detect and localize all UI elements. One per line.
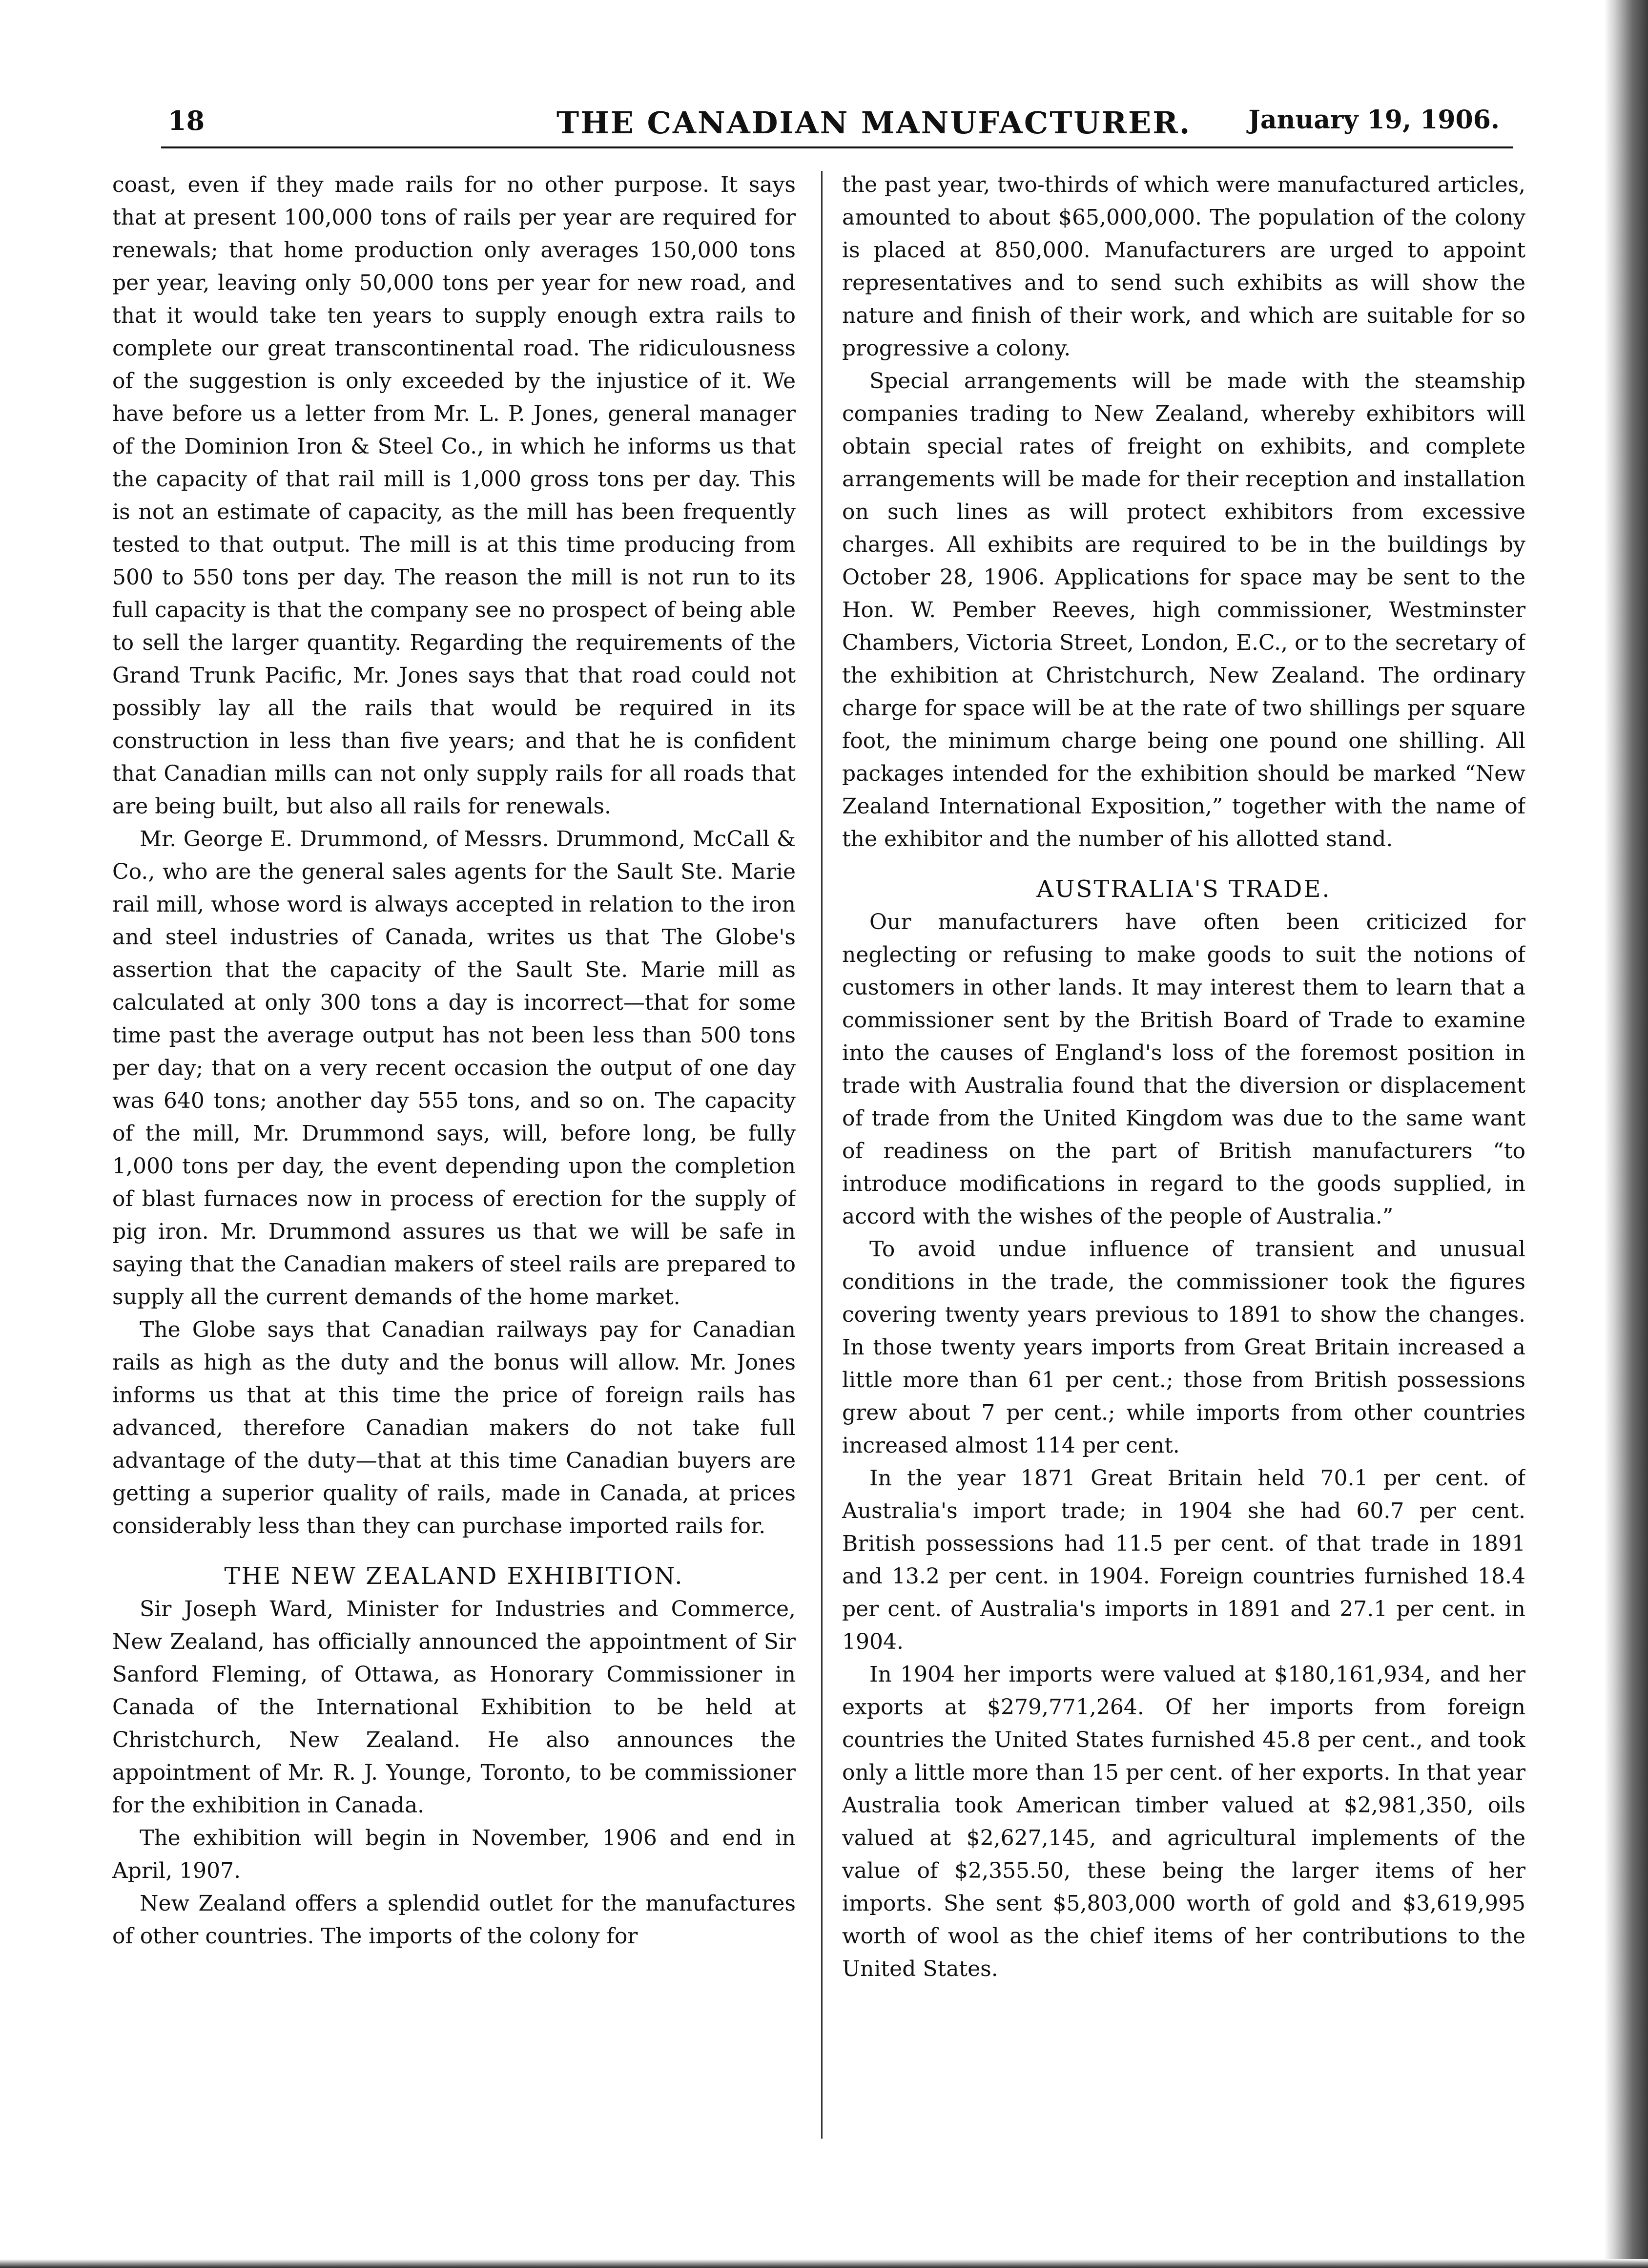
section-heading-new-zealand-exhibition: THE NEW ZEALAND EXHIBITION. [224, 1562, 684, 1590]
paragraph: New Zealand offers a splendid outlet for the manufactures of other countries. The imports of the colony for [112, 1891, 796, 1949]
paragraph: Our manufacturers have often been criticized for neglecting or refusing to make goods to suit the notions of customers in other lands. It may interest them to learn that a commissioner sent by the British Board of Trade to examine into the causes of England's loss of the foremost position in trade with Australia found that the diversion or displacement of trade from the United Kingdom was due to the same want of readiness on the part of British manufacturers “to introduce modifications in regard to the goods supplied, in accord with the wishes of the people of Australia.” [842, 910, 1525, 1229]
paragraph: To avoid undue influence of transient and unusual conditions in the trade, the commissioner took the figures covering twenty years previous to 1891 to show the changes. In those twenty years imports from Great Britain increased a little more than 61 per cent.; those from British possessions grew about 7 per cent.; while imports from other countries increased almost 114 per cent. [842, 1237, 1525, 1458]
right-column [842, 168, 1525, 2180]
paragraph: Mr. George E. Drummond, of Messrs. Drummond, McCall & Co., who are the general sales agents for the Sault Ste. Marie rail mill, whose word is always accepted in relation to the iron and steel industries of Canada, writes us that The Globe's assertion that the capacity of the Sault Ste. Marie mill as calculated at only 300 tons a day is incorrect—that for some time past the average output has not been less than 500 tons per day; that on a very recent occasion the output of one day was 640 tons; another day 555 tons, and so on. The capacity of the mill, Mr. Drummond says, will, before long, be fully 1,000 tons per day, the event depending upon the completion of blast furnaces now in process of erection for the supply of pig iron. Mr. Drummond assures us that we will be safe in saying that the Canadian makers of steel rails are prepared to supply all the current demands of the home market. [112, 827, 796, 1310]
paragraph: Sir Joseph Ward, Minister for Industries and Commerce, New Zealand, has officially announced the appointment of Sir Sanford Fleming, of Ottawa, as Honorary Commissioner in Canada of the International Exhibition to be held at Christchurch, New Zealand. He also announces the appointment of Mr. R. J. Younge, Toronto, to be commissioner for the exhibition in Canada. [112, 1597, 796, 1818]
left-column [112, 168, 796, 2180]
paragraph: In 1904 her imports were valued at $180,161,934, and her exports at $279,771,264. Of her imports from foreign countries the United States furnished 45.8 per cent., and took only a little more than 15 per cent. of her exports. In that year Australia took American timber valued at $2,981,350, oils valued at $2,627,145, and agricultural implements of the value of $2,355.50, these being the larger items of her imports. She sent $5,803,000 worth of gold and $3,619,995 worth of wool as the chief items of her contributions to the United States. [842, 1662, 1525, 1981]
section-heading-australias-trade: AUSTRALIA'S TRADE. [1036, 875, 1331, 903]
paragraph: Special arrangements will be made with the steamship companies trading to New Zealand, whereby exhibitors will obtain special rates of freight on exhibits, and complete arrangements will be made for their reception and installation on such lines as will protect exhibitors from excessive charges. All exhibits are required to be in the buildings by October 28, 1906. Applications for space may be sent to the Hon. W. Pember Reeves, high commissioner, Westminster Chambers, Victoria Street, London, E.C., or to the secretary of the exhibition at Christchurch, New Zealand. The ordinary charge for space will be at the rate of two shillings per square foot, the minimum charge being one pound one shilling. All packages intended for the exhibition should be marked “New Zealand International Exposition,” together with the name of the exhibitor and the number of his allotted stand. [842, 369, 1525, 852]
page-header [161, 100, 1513, 148]
paragraph: coast, even if they made rails for no other purpose. It says that at present 100,000 tons of rails per year are required for renewals; that home production only averages 150,000 tons per year, leaving only 50,000 tons per year for new road, and that it would take ten years to supply enough extra rails to complete our great transcontinental road. The ridiculousness of the suggestion is only exceeded by the injustice of it. We have before us a letter from Mr. L. P. Jones, general manager of the Dominion Iron & Steel Co., in which he informs us that the capacity of that rail mill is 1,000 gross tons per day. This is not an estimate of capacity, as the mill has been frequently tested to that output. The mill is at this time producing from 500 to 550 tons per day. The reason the mill is not run to its full capacity is that the company see no prospect of being able to sell the larger quantity. Regarding the requirements of the Grand Trunk Pacific, Mr. Jones says that that road could not possibly lay all the rails that would be required in its construction in less than five years; and that he is confident that Canadian mills can not only supply rails for all roads that are being built, but also all rails for renewals. [112, 172, 796, 819]
paragraph: The Globe says that Canadian railways pay for Canadian rails as high as the duty and the bonus will allow. Mr. Jones informs us that at this time the price of foreign rails has advanced, therefore Canadian makers do not take full advantage of the duty—that at this time Canadian buyers are getting a superior quality of rails, made in Canada, at prices considerably less than they can purchase imported rails for. [112, 1317, 796, 1539]
paragraph: In the year 1871 Great Britain held 70.1 per cent. of Australia's import trade; in 1904 she had 60.7 per cent. British possessions had 11.5 per cent. of that trade in 1891 and 13.2 per cent. in 1904. Foreign countries furnished 18.4 per cent. of Australia's imports in 1891 and 27.1 per cent. in 1904. [842, 1466, 1525, 1654]
issue-date: January 19, 1906. [1248, 105, 1500, 135]
publication-title: THE CANADIAN MANUFACTURER. [556, 105, 1192, 141]
paragraph: the past year, two-thirds of which were manufactured articles, amounted to about $65,000,000. The population of the colony is placed at 850,000. Manufacturers are urged to appoint representatives and to send such exhibits as will show the nature and finish of their work, and which are suitable for so progressive a colony. [842, 172, 1525, 361]
scan-page-edge [1604, 0, 1648, 2268]
column-divider [821, 171, 823, 2139]
page-number: 18 [168, 105, 205, 136]
paragraph: The exhibition will begin in November, 1906 and end in April, 1907. [112, 1826, 796, 1883]
scan-bottom-edge [0, 2259, 1648, 2268]
